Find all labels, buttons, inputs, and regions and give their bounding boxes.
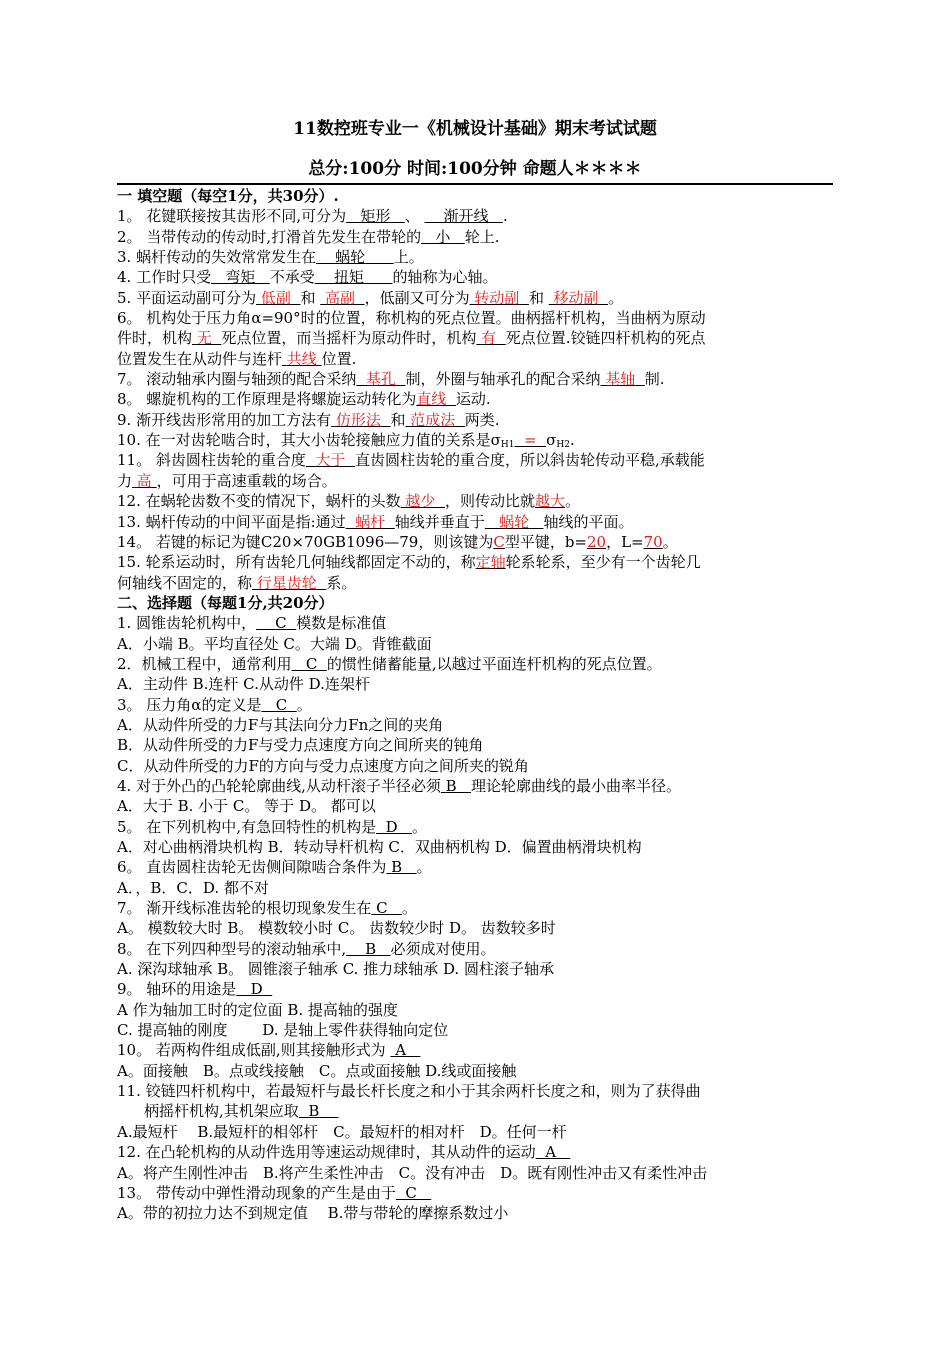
answer-text: 越少 bbox=[405, 492, 436, 511]
options-line: A。 模数较大时 B。 模数较小时 C。 齿数较少时 D。 齿数较多时 bbox=[117, 919, 556, 938]
question-text: 不承受 bbox=[269, 268, 315, 287]
answer-red bbox=[331, 411, 390, 429]
question-text: 7。 滚动轴承内圈与轴颈的配合采纳 bbox=[117, 370, 357, 389]
answer-text: 基孔 bbox=[365, 370, 396, 389]
options-line: A.最短杆 B.最短杆的相邻杆 C。最短杆的相对杆 D。任何一杆 bbox=[117, 1122, 567, 1141]
question-line bbox=[117, 328, 833, 348]
question-line bbox=[117, 1101, 833, 1121]
answer-red bbox=[493, 533, 504, 551]
question-text: ，L= bbox=[606, 532, 644, 551]
answer-red bbox=[320, 289, 364, 307]
answer-text: 基轴 bbox=[605, 370, 636, 389]
exam-content bbox=[117, 186, 833, 1224]
question-text: ，低副又可分为 bbox=[364, 288, 470, 307]
question-text: . bbox=[502, 207, 508, 226]
answer-text: 仿形法 bbox=[335, 410, 381, 429]
answer-blank bbox=[211, 268, 270, 286]
question-text: 位置. bbox=[321, 349, 357, 368]
answer-text: 高副 bbox=[325, 288, 356, 307]
answer-blank bbox=[256, 614, 296, 632]
question-text: 。 bbox=[565, 492, 581, 511]
question-text: 两类. bbox=[464, 410, 500, 429]
question-text: 轮系轮系，至少有一个齿轮几 bbox=[505, 553, 701, 572]
answer-text: B bbox=[308, 1102, 320, 1121]
question-text: 死点位置.铰链四杆机构的死点 bbox=[505, 329, 706, 348]
question-line bbox=[117, 532, 833, 552]
answer-text: A bbox=[545, 1143, 557, 1162]
answer-text: 大于 bbox=[315, 451, 346, 470]
answer-red bbox=[514, 431, 546, 449]
question-text: 2。 当带传动的传动时,打滑首先发生在带轮的 bbox=[117, 227, 422, 246]
question-text: 3。 压力角α的定义是 bbox=[117, 695, 262, 714]
subscript: H1 bbox=[500, 440, 515, 451]
question-text: 5。 在下列机构中,有急回特性的机构是 bbox=[117, 817, 377, 836]
answer-red bbox=[535, 492, 565, 510]
options-line: A。带的初拉力达不到规定值 B.带与带轮的摩擦系数过小 bbox=[117, 1204, 509, 1223]
answer-text: 越大 bbox=[534, 492, 565, 511]
page-subtitle: 总分:100分 时间:100分钟 命题人＊＊＊＊ bbox=[308, 159, 642, 179]
options-line: A。将产生刚性冲击 B.将产生柔性冲击 C。没有冲击 D。既有刚性冲击又有柔性冲击 bbox=[117, 1163, 708, 1182]
question-line bbox=[117, 939, 833, 959]
question-text: 15. 轮系运动时，所有齿轮几何轴线都固定不动的，称 bbox=[117, 553, 476, 572]
answer-text: C bbox=[376, 899, 388, 918]
question-text: 的惯性储蓄能量,以越过平面连杆机构的死点位置。 bbox=[326, 654, 662, 673]
question-line bbox=[117, 206, 833, 226]
question-text: . bbox=[569, 431, 575, 450]
question-text: 5. 平面运动副可分为 bbox=[117, 288, 257, 307]
question-text: 。 bbox=[411, 817, 427, 836]
question-text: 模数是标准值 bbox=[296, 614, 387, 633]
answer-blank bbox=[315, 268, 393, 286]
answer-text: D bbox=[250, 980, 263, 999]
question-line bbox=[117, 410, 833, 430]
answer-red bbox=[282, 350, 322, 368]
question-text: 11。 斜齿圆柱齿轮的重合度 bbox=[117, 451, 306, 470]
answer-text: 20 bbox=[587, 532, 607, 551]
answer-red bbox=[470, 289, 529, 307]
answer-text: 低副 bbox=[260, 288, 291, 307]
question-line bbox=[117, 654, 833, 674]
options-line: A。面接触 B。点或线接触 C。点或面接触 D.线或面接触 bbox=[117, 1061, 517, 1080]
question-text: 制. bbox=[644, 370, 665, 389]
options-line: A. 深沟球轴承 B。 圆锥滚子轴承 C. 推力球轴承 D. 圆柱滚子轴承 bbox=[117, 960, 554, 979]
question-text: 7。 渐开线标准齿轮的根切现象发生在 bbox=[117, 899, 372, 918]
answer-blank bbox=[390, 1041, 420, 1059]
question-line bbox=[117, 1142, 833, 1162]
question-line bbox=[117, 1183, 833, 1203]
question-line bbox=[117, 817, 833, 837]
question-line bbox=[117, 491, 833, 511]
question-line bbox=[117, 430, 833, 450]
options-line: A．从动件所受的力F与其法向分力Fn之间的夹角 bbox=[117, 715, 444, 734]
answer-text: 矩形 bbox=[360, 207, 391, 226]
answer-text: 70 bbox=[643, 532, 663, 551]
options-line: C. 提高轴的刚度 D. 是轴上零件获得轴向定位 bbox=[117, 1021, 449, 1040]
answer-text: 蜗轮 bbox=[499, 512, 530, 531]
answer-blank bbox=[386, 858, 416, 876]
question-line bbox=[117, 267, 833, 287]
answer-red bbox=[306, 451, 355, 469]
answer-blank bbox=[441, 777, 471, 795]
answer-red bbox=[476, 329, 505, 347]
question-text: 直齿圆柱齿轮的重合度，所以斜齿轮传动平稳,承载能 bbox=[354, 451, 705, 470]
question-line bbox=[117, 349, 833, 369]
answer-blank bbox=[425, 207, 503, 225]
question-text: 死点位置，而当摇杆为原动件时，机构 bbox=[221, 329, 477, 348]
question-line: 6。 机构处于压力角α=90°时的位置，称机构的死点位置。曲柄摇杆机构，当曲柄为原动 bbox=[117, 309, 706, 328]
answer-blank bbox=[376, 818, 412, 836]
question-line bbox=[117, 389, 833, 409]
answer-text: B bbox=[391, 858, 403, 877]
answer-text: C bbox=[275, 614, 287, 633]
question-text: 的轴称为心轴。 bbox=[392, 268, 498, 287]
answer-blank bbox=[236, 980, 272, 998]
question-text: 、 bbox=[404, 207, 420, 226]
answer-blank bbox=[316, 248, 394, 266]
answer-red bbox=[356, 370, 405, 388]
options-line: A 作为轴加工时的定位面 B. 提高轴的强度 bbox=[117, 1000, 398, 1019]
answer-red bbox=[416, 390, 456, 408]
question-text: 6。 直齿圆柱齿轮无齿侧间隙啮合条件为 bbox=[117, 858, 387, 877]
question-text: 柄摇杆机构,其机架应取 bbox=[144, 1102, 299, 1121]
question-text: σ bbox=[546, 431, 557, 450]
answer-text: 共线 bbox=[286, 349, 317, 368]
options-line: A．主动件 B.连杆 C.从动件 D.连架杆 bbox=[117, 675, 370, 694]
answer-text: B bbox=[445, 776, 457, 795]
header-divider bbox=[117, 183, 833, 185]
question-text: 1. 圆锥齿轮机构中， bbox=[117, 614, 257, 633]
question-line bbox=[117, 471, 833, 491]
options-line: C．从动件所受的力F的方向与受力点速度方向之间所夹的锐角 bbox=[117, 756, 529, 775]
answer-text: 行星齿轮 bbox=[256, 573, 317, 592]
question-line bbox=[117, 552, 833, 572]
answer-text: 蜗杆 bbox=[355, 512, 386, 531]
answer-blank bbox=[396, 1184, 431, 1202]
question-line bbox=[117, 450, 833, 470]
answer-text: 有 bbox=[481, 329, 497, 348]
answer-red bbox=[346, 513, 395, 531]
question-text: 轮上. bbox=[464, 227, 500, 246]
question-text: 2．机械工程中，通常利用 bbox=[117, 654, 292, 673]
answer-red bbox=[401, 492, 445, 510]
question-line bbox=[117, 288, 833, 308]
answer-blank bbox=[421, 228, 465, 246]
question-text: 。 bbox=[401, 899, 417, 918]
question-text: 1。 花键联接按其齿形不同,可分为 bbox=[117, 207, 347, 226]
answer-red bbox=[405, 411, 464, 429]
answer-text: D bbox=[385, 817, 398, 836]
answer-text: 直线 bbox=[416, 390, 447, 409]
answer-text: 渐开线 bbox=[443, 207, 489, 226]
question-text: 件时，机构 bbox=[117, 329, 193, 348]
question-text: 12. 在蜗轮齿数不变的情况下，蜗杆的头数 bbox=[117, 492, 401, 511]
options-line: A．，B．C．D. 都不对 bbox=[117, 878, 269, 897]
question-text: 。 bbox=[296, 695, 312, 714]
question-text: 上。 bbox=[393, 248, 424, 267]
question-text: 型平键，b= bbox=[504, 532, 587, 551]
answer-text: 范成法 bbox=[410, 410, 456, 429]
question-text: 运动. bbox=[455, 390, 491, 409]
answer-red bbox=[587, 533, 606, 551]
answer-red bbox=[549, 289, 608, 307]
question-line bbox=[117, 979, 833, 999]
answer-text: 移动副 bbox=[553, 288, 599, 307]
question-text: 8。 在下列四种型号的滚动轴承中, bbox=[117, 939, 347, 958]
question-text: 4. 工作时只受 bbox=[117, 268, 212, 287]
answer-text: 蜗轮 bbox=[335, 248, 366, 267]
answer-red bbox=[476, 553, 506, 571]
answer-blank bbox=[261, 696, 296, 714]
answer-text: C bbox=[305, 654, 318, 673]
question-text: 10. 在一对齿轮啮合时，其大小齿轮接触应力值的关系是σ bbox=[117, 431, 501, 450]
question-line bbox=[117, 247, 833, 267]
section-heading: 一 填空题（每空1分，共30分）. bbox=[117, 187, 339, 205]
answer-red bbox=[485, 513, 544, 531]
question-text: 位置发生在从动件与连杆 bbox=[117, 349, 283, 368]
answer-text: A bbox=[395, 1041, 407, 1060]
question-line bbox=[117, 227, 833, 247]
question-line bbox=[117, 613, 833, 633]
answer-text: 高 bbox=[136, 471, 152, 490]
question-line bbox=[117, 776, 833, 796]
question-text: 。 bbox=[608, 288, 624, 307]
question-text: 力 bbox=[117, 471, 133, 490]
answer-blank bbox=[536, 1143, 571, 1161]
question-line bbox=[117, 857, 833, 877]
answer-text: 无 bbox=[196, 329, 212, 348]
question-text: 13。 带传动中弹性滑动现象的产生是由于 bbox=[117, 1183, 396, 1202]
answer-blank bbox=[346, 207, 405, 225]
question-text: 13. 蜗杆传动的中间平面是指:通过 bbox=[117, 512, 346, 531]
question-text: 和 bbox=[390, 410, 406, 429]
question-text: 。 bbox=[662, 532, 678, 551]
answer-blank bbox=[299, 1102, 339, 1120]
question-text: 理论轮廓曲线的最小曲率半径。 bbox=[470, 776, 681, 795]
question-text: 10。 若两构件组成低副,则其接触形式为 bbox=[117, 1041, 386, 1060]
question-text: 8。 螺旋机构的工作原理是将螺旋运动转化为 bbox=[117, 390, 417, 409]
answer-text: 转动副 bbox=[474, 288, 520, 307]
question-line bbox=[117, 898, 833, 918]
question-text: 何轴线不固定的，称 bbox=[117, 573, 253, 592]
page-title: 11数控班专业一《机械设计基础》期末考试试题 bbox=[293, 119, 657, 139]
options-line: A．大于 B. 小于 C。 等于 D。 都可以 bbox=[117, 797, 376, 816]
question-line bbox=[117, 573, 833, 593]
answer-text: C bbox=[275, 695, 288, 714]
answer-red bbox=[252, 574, 326, 592]
question-line: 11. 铰链四杆机构中，若最短杆与最长杆长度之和小于其余两杆长度之和，则为了获得曲 bbox=[117, 1082, 701, 1101]
answer-blank bbox=[346, 940, 390, 958]
question-text: 12. 在凸轮机构的从动件选用等速运动规律时，其从动件的运动 bbox=[117, 1143, 536, 1162]
section-heading: 二、选择题（每题1分,共20分） bbox=[117, 593, 334, 612]
answer-red bbox=[600, 370, 644, 388]
question-text: 和 bbox=[528, 288, 544, 307]
question-line bbox=[117, 695, 833, 715]
answer-text: 扭矩 bbox=[333, 268, 364, 287]
question-line bbox=[117, 369, 833, 389]
question-line bbox=[117, 1040, 833, 1060]
answer-text: = bbox=[524, 431, 537, 450]
question-text: 。 bbox=[416, 858, 432, 877]
answer-text: C bbox=[405, 1183, 417, 1202]
options-line: A．对心曲柄滑块机构 B．转动导杆机构 C．双曲柄机构 D．偏置曲柄滑块机构 bbox=[117, 838, 642, 856]
question-text: 14。 若键的标记为键C20×70GB1096—79，则该键为 bbox=[117, 532, 494, 551]
answer-red bbox=[644, 533, 663, 551]
question-line bbox=[117, 512, 833, 532]
answer-blank bbox=[371, 899, 402, 917]
question-text: 9。 轴环的用途是 bbox=[117, 980, 237, 999]
question-text: 和 bbox=[300, 288, 316, 307]
subscript: H2 bbox=[556, 440, 570, 451]
answer-text: 小 bbox=[435, 227, 451, 246]
answer-red bbox=[256, 289, 300, 307]
answer-red bbox=[192, 329, 221, 347]
answer-text: 弯矩 bbox=[225, 268, 256, 287]
answer-text: 定轴 bbox=[475, 553, 506, 572]
options-line: A．小端 B。平均直径处 C。大端 D。背锥截面 bbox=[117, 634, 432, 653]
answer-text: B bbox=[365, 939, 377, 958]
question-text: 轴线的平面。 bbox=[543, 512, 634, 531]
answer-text: C bbox=[493, 532, 505, 551]
question-text: ，可用于高速重载的场合。 bbox=[156, 471, 337, 490]
question-text: 必须成对使用。 bbox=[390, 939, 496, 958]
question-text: 系。 bbox=[326, 573, 357, 592]
question-text: ，则传动比就 bbox=[444, 492, 535, 511]
question-text: 制，外圈与轴承孔的配合采纳 bbox=[405, 370, 601, 389]
question-text: 3. 蜗杆传动的失效常常发生在 bbox=[117, 248, 317, 267]
question-text: 9. 渐开线齿形常用的加工方法有 bbox=[117, 410, 332, 429]
options-line: B．从动件所受的力F与受力点速度方向之间所夹的钝角 bbox=[117, 736, 484, 755]
question-text: 4. 对于外凸的凸轮轮廓曲线,从动杆滚子半径必须 bbox=[117, 776, 441, 795]
question-text: 轴线并垂直于 bbox=[394, 512, 485, 531]
answer-blank bbox=[292, 655, 327, 673]
answer-red bbox=[132, 472, 157, 490]
